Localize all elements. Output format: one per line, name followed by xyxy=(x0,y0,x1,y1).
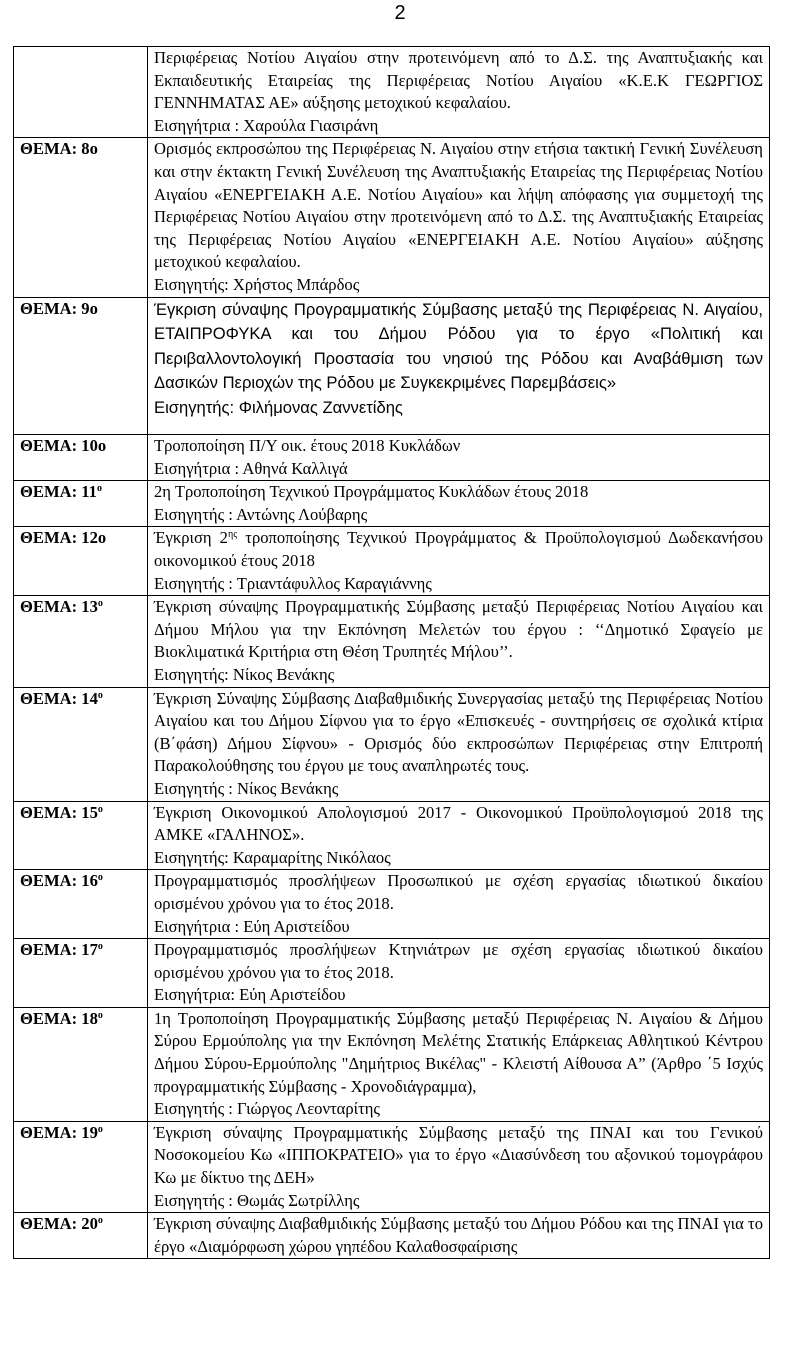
agenda-row xyxy=(14,1121,770,1212)
topic-content xyxy=(148,481,770,527)
topic-text: Προγραμματισμός προσλήψεων Προσωπικού με σχέση εργασίας ιδιωτικού δικαίου ορισμένου χρόνου για το έτος 2018. xyxy=(154,871,763,913)
agenda-row xyxy=(14,801,770,870)
topic-label: ΘΕΜΑ: 8ο xyxy=(14,138,148,297)
topic-content xyxy=(148,939,770,1008)
agenda-row xyxy=(14,481,770,527)
topic-text: Έγκριση Σύναψης Σύμβασης Διαβαθμιδικής Συνεργασίας μεταξύ της Περιφέρειας Νοτίου Αιγαίου και του Δήμου Σίφνου για το έργο «Επισκευές - συντηρήσεις σε σχολικά κτίρια (Β΄φάση) Δήμου Σίφνου» - Ορισμός δύο εκπροσώπων Περιφέρειας στην Επιτροπή Παρακολούθησης του έργου με τους αναπληρωτές τους. xyxy=(154,688,763,776)
topic-rapporteur: Εισηγητής : Νίκος Βενάκης xyxy=(154,778,339,798)
topic-text: Τροποποίηση Π/Υ οικ. έτους 2018 Κυκλάδων xyxy=(154,436,461,456)
topic-content xyxy=(148,435,770,481)
topic-label xyxy=(14,47,148,138)
agenda-row xyxy=(14,47,770,138)
agenda-row xyxy=(14,527,770,596)
topic-content xyxy=(148,1007,770,1121)
topic-label: ΘΕΜΑ: 10ο xyxy=(14,435,148,481)
topic-rapporteur: Εισηγήτρια : Αθηνά Καλλιγά xyxy=(154,458,348,478)
topic-rapporteur: Εισηγητής: Χρήστος Μπάρδος xyxy=(154,274,360,294)
topic-content xyxy=(148,870,770,939)
topic-content xyxy=(148,138,770,297)
agenda-row xyxy=(14,435,770,481)
topic-rapporteur: Εισηγητής: Νίκος Βενάκης xyxy=(154,664,335,684)
topic-text: 2η Τροποποίηση Τεχνικού Προγράμματος Κυκλάδων έτους 2018 xyxy=(154,482,589,502)
topic-rapporteur: Εισηγητής: Καραμαρίτης Νικόλαος xyxy=(154,847,391,867)
topic-rapporteur: Εισηγήτρια : Εύη Αριστείδου xyxy=(154,916,350,936)
topic-content xyxy=(148,596,770,687)
topic-content xyxy=(148,687,770,801)
topic-label: ΘΕΜΑ: 12ο xyxy=(14,527,148,596)
agenda-row xyxy=(14,1007,770,1121)
agenda-row xyxy=(14,297,770,435)
agenda-row xyxy=(14,596,770,687)
topic-text: Έγκριση σύναψης Προγραμματικής Σύμβασης μεταξύ της ΠΝΑΙ και του Γενικού Νοσοκομείου Κω «ΙΠΠΟΚΡΑΤΕΙΟ» για το έργο «Διασύνδεση του αξονικού τομογράφου Κω με δίκτυο της ΔΕΗ» xyxy=(154,1122,763,1188)
topic-label: ΘΕΜΑ: $19^o$ xyxy=(14,1121,148,1212)
page-number: 2 xyxy=(394,2,406,24)
topic-label: ΘΕΜΑ: $18^o$ xyxy=(14,1007,148,1121)
topic-rapporteur: Εισηγητής : Αντώνης Λούβαρης xyxy=(154,504,368,524)
topic-text: Έγκριση Οικονομικού Απολογισμού 2017 - Οικονομικού Προϋπολογισμού 2018 της ΑΜΚΕ «ΓΑΛΗΝΟΣ». xyxy=(154,802,763,845)
agenda-row xyxy=(14,1213,770,1259)
topic-label: ΘΕΜΑ: 9ο xyxy=(14,297,148,435)
topic-label: ΘΕΜΑ: $13^o$ xyxy=(14,596,148,687)
topic-rapporteur: Εισηγήτρια: Εύη Αριστείδου xyxy=(154,985,346,1005)
topic-label: ΘΕΜΑ: $15^o$ xyxy=(14,801,148,870)
topic-label: ΘΕΜΑ: $16^o$ xyxy=(14,870,148,939)
topic-label: ΘΕΜΑ: $14^o$ xyxy=(14,687,148,801)
topic-label: ΘΕΜΑ: $20^o$ xyxy=(14,1213,148,1259)
topic-content xyxy=(148,1213,770,1259)
topic-label: ΘΕΜΑ: $11^o$ xyxy=(14,481,148,527)
topic-rapporteur: Εισηγητής : Τριαντάφυλλος Καραγιάννης xyxy=(154,573,432,593)
topic-text: Περιφέρειας Νοτίου Αιγαίου στην προτεινόμενη από το Δ.Σ. της Αναπτυξιακής και Εκπαιδευτικής Εταιρείας της Περιφέρειας Νοτίου Αιγαίου «Κ.Ε.Κ ΓΕΩΡΓΙΟΣ ΓΕΝΝΗΜΑΤΑΣ ΑΕ» αύξησης μετοχικού κεφαλαίου. xyxy=(154,48,763,113)
agenda-row xyxy=(14,138,770,297)
topic-rapporteur: Εισηγητής : Γιώργος Λεονταρίτης xyxy=(154,1099,380,1119)
agenda-row xyxy=(14,939,770,1008)
agenda-row xyxy=(14,687,770,801)
topic-text: Προγραμματισμός προσλήψεων Κτηνιάτρων με σχέση εργασίας ιδιωτικού δικαίου ορισμένου χρόνου για το έτος 2018. xyxy=(154,940,763,982)
topic-text: Έγκριση σύναψης Διαβαθμιδικής Σύμβασης μεταξύ του Δήμου Ρόδου και της ΠΝΑΙ για το έργο «Διαμόρφωση χώρου γηπέδου Καλαθοσφαίρισης xyxy=(154,1214,763,1256)
agenda-row xyxy=(14,870,770,939)
topic-rapporteur: Εισηγητής: Φιλήμονας Ζαννετίδης xyxy=(154,397,403,417)
topic-label: ΘΕΜΑ: $17^o$ xyxy=(14,939,148,1008)
topic-rapporteur: Εισηγητής : Θωμάς Σωτρίλλης xyxy=(154,1190,360,1210)
topic-text: Έγκριση $2^{\eta\varsigma}$ τροποποίησης Τεχνικού Προγράμματος & Προϋπολογισμού Δωδεκανήσου οικονομικού έτους 2018 xyxy=(154,528,763,570)
topic-text: Έγκριση σύναψης Προγραμματικής Σύμβασης μεταξύ της Περιφέρειας Ν. Αιγαίου, ΕΤΑΙΠΡΟΦΥΚΑ και του Δήμου Ρόδου για το έργο «Πολιτική και Περιβαλλοντολογική Προστασία του νησιού της Ρόδου και Αναβάθμιση των Δασικών Περιοχών της Ρόδου με Συγκεκριμένες Παρεμβάσεις» xyxy=(154,299,763,393)
topic-rapporteur: Εισηγήτρια : Χαρούλα Γιασιράνη xyxy=(154,115,379,135)
topic-text: Ορισμός εκπροσώπου της Περιφέρειας Ν. Αιγαίου στην ετήσια τακτική Γενική Συνέλευση και στην έκτακτη Γενική Συνέλευση της Αναπτυξιακής Εταιρείας της Περιφέρειας Νοτίου Αιγαίου «ΕΝΕΡΓΕΙΑΚΗ Α.Ε. Νοτίου Αιγαίου» και λήψη απόφασης για συμμετοχή της Περιφέρειας Νοτίου Αιγαίου στην προτεινόμενη από το Δ.Σ. της Αναπτυξιακής Εταιρείας της Περιφέρειας Νοτίου Αιγαίου «ΕΝΕΡΓΕΙΑΚΗ Α.Ε. Νοτίου Αιγαίου» αύξησης μετοχικού κεφαλαίου. xyxy=(154,139,763,272)
topic-content xyxy=(148,47,770,138)
topic-content xyxy=(148,297,770,435)
agenda-table xyxy=(13,46,770,1259)
topic-content xyxy=(148,801,770,870)
topic-text: 1η Τροποποίηση Προγραμματικής Σύμβασης μεταξύ Περιφέρειας Ν. Αιγαίου & Δήμου Σύρου Ερμούπολης για την Εκπόνηση Μελέτης Στατικής Επάρκειας Αθλητικού Κέντρου Δήμου Σύρου-Ερμούπολης "Δημήτριος Βικέλας" - Κλειστή Αίθουσα Α” (Άρθρο ΄5 Ισχύς προγραμματικής Σύμβασης - Χρονοδιάγραμμα), xyxy=(154,1008,763,1096)
topic-text: Έγκριση σύναψης Προγραμματικής Σύμβασης μεταξύ Περιφέρειας Νοτίου Αιγαίου και Δήμου Μήλου για την Εκπόνηση Μελετών του έργου : ‘‘Δημοτικό Σφαγείο με Βιοκλιματικά Κριτήρια στη Θέση Τρυπητές Μήλου’’. xyxy=(154,597,763,662)
topic-content xyxy=(148,1121,770,1212)
topic-content xyxy=(148,527,770,596)
